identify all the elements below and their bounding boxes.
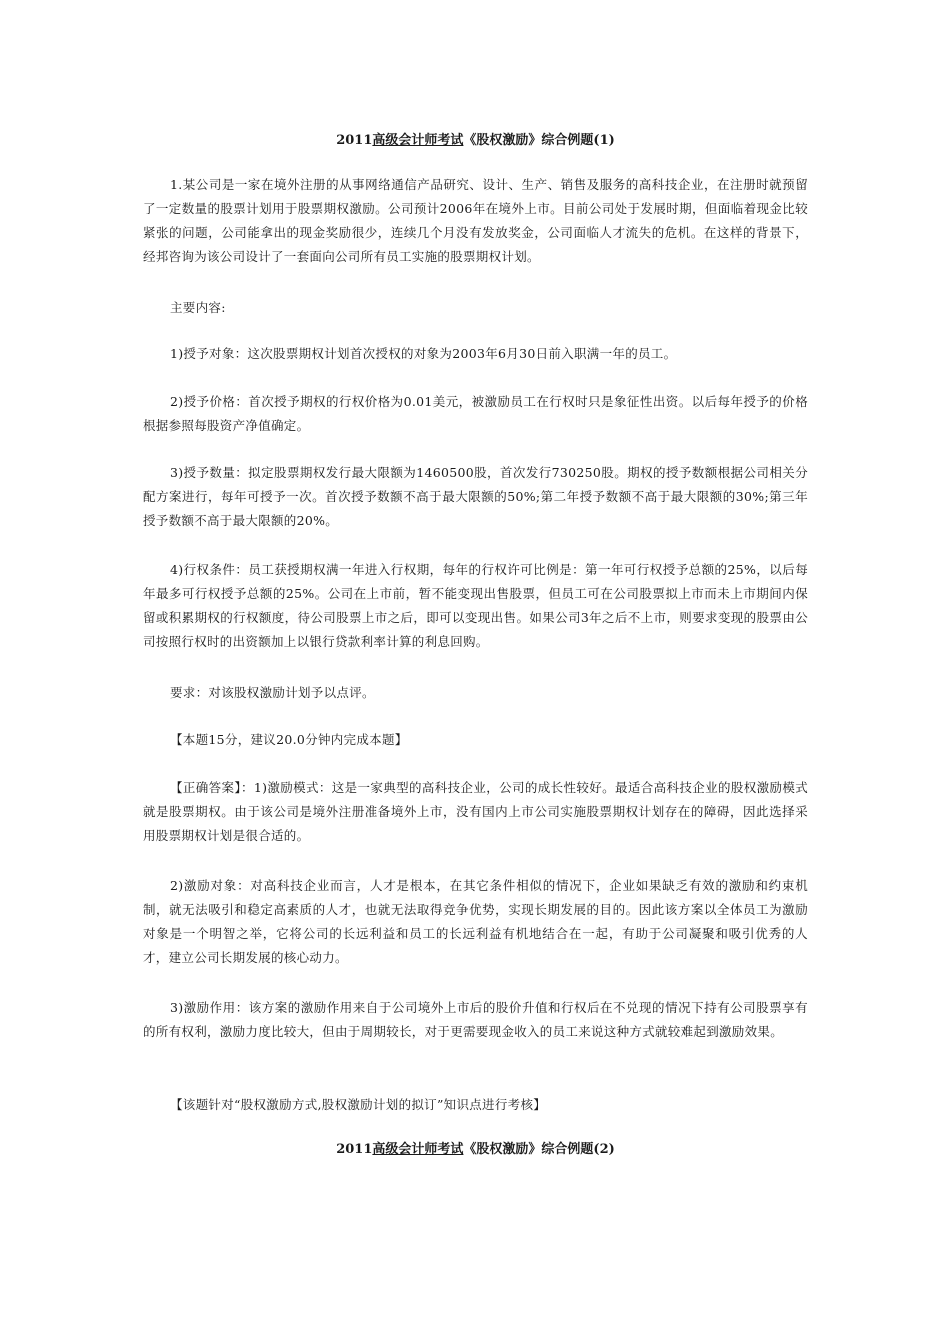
document-title-2 [143, 1140, 808, 1160]
knowledge-note: 【该题针对“股权激励方式,股权激励计划的拟订”知识点进行考核】 [170, 1097, 547, 1112]
answer-part-2: 2)激励对象：对高科技企业而言，人才是根本，在其它条件相似的情况下，企业如果缺乏有效的激励和约束机制，就无法吸引和稳定高素质的人才，也就无法取得竞争优势，实现长期发展的目的。因此该方案以全体员工为激励对象是一个明智之举，它将公司的长远利益和员工的长远利益有机地结合在一起，有助于公司凝聚和吸引优秀的人才，建立公司长期发展的核心动力。 [143, 878, 808, 965]
title-1-suffix: 《股权激励》综合例题(1) [463, 133, 615, 148]
main-content-heading: 主要内容: [170, 300, 226, 315]
answer-part-1: 【正确答案】：1)激励模式：这是一家典型的高科技企业，公司的成长性较好。最适合高科技企业的股权激励模式就是股票期权。由于该公司是境外注册准备境外上市，没有国内上市公司实施股票期权计划存在的障碍，因此选择采用股票期权计划是很合适的。 [143, 780, 808, 843]
requirement-text: 要求：对该股权激励计划予以点评。 [170, 685, 375, 700]
question-intro: 1.某公司是一家在境外注册的从事网络通信产品研究、设计、生产、销售及服务的高科技企业，在注册时就预留了一定数量的股票计划用于股票期权激励。公司预计2006年在境外上市。目前公司处于发展时期，但面临着现金比较紧张的问题，公司能拿出的现金奖励很少，连续几个月没有发放奖金，公司面临人才流失的危机。在这样的背景下，经邦咨询为该公司设计了一套面向公司所有员工实施的股票期权计划。 [143, 177, 808, 264]
title-2-prefix: 2011 [336, 1142, 373, 1157]
answer-part-3: 3)激励作用：该方案的激励作用来自于公司境外上市后的股价升值和行权后在不兑现的情况下持有公司股票享有的所有权利，激励力度比较大，但由于周期较长，对于更需要现金收入的员工来说这种方式就较难起到激励效果。 [143, 1000, 808, 1039]
score-note: 【本题15分，建议20.0分钟内完成本题】 [170, 732, 408, 747]
title-2-suffix: 《股权激励》综合例题(2) [463, 1142, 615, 1157]
title-1-link[interactable]: 高级会计师考试 [372, 133, 464, 148]
item-grant-object: 1)授予对象：这次股票期权计划首次授权的对象为2003年6月30日前入职满一年的员工。 [170, 346, 677, 361]
item-grant-quantity: 3)授予数量：拟定股票期权发行最大限额为1460500股，首次发行730250股。期权的授予数额根据公司相关分配方案进行，每年可授予一次。首次授予数额不高于最大限额的50%;第二年授予数额不高于最大限额的30%;第三年授予数额不高于最大限额的20%。 [143, 465, 808, 528]
item-grant-price: 2)授予价格：首次授予期权的行权价格为0.01美元，被激励员工在行权时只是象征性出资。以后每年授予的价格根据参照每股资产净值确定。 [143, 394, 808, 433]
document-title-1 [143, 131, 808, 151]
title-2-link[interactable]: 高级会计师考试 [372, 1142, 464, 1157]
title-1-prefix: 2011 [336, 133, 373, 148]
item-exercise-conditions: 4)行权条件：员工获授期权满一年进入行权期，每年的行权许可比例是：第一年可行权授予总额的25%，以后每年最多可行权授予总额的25%。公司在上市前，暂不能变现出售股票，但员工可在公司股票拟上市而未上市期间内保留或积累期权的行权额度，待公司股票上市之后，即可以变现出售。如果公司3年之后不上市，则要求变现的股票由公司按照行权时的出资额加上以银行贷款利率计算的利息回购。 [143, 562, 808, 649]
